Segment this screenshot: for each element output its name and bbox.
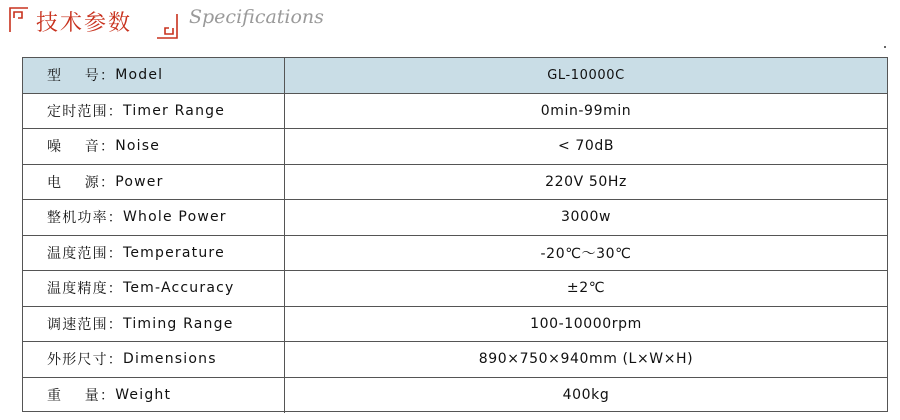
spec-row-tem-accuracy [23,271,887,307]
corner-ornament-icon [8,4,32,34]
section-header [8,2,428,40]
section-subtitle: Specifications [189,6,324,28]
spec-label: 定时范围： Timer Range [23,94,285,129]
spec-label: 型 号： Model [23,58,285,93]
spec-value: GL-10000C [285,58,887,93]
spec-label: 重 量： Weight [23,378,285,414]
spec-label: 整机功率： Whole Power [23,200,285,235]
spec-row-dimensions [23,342,887,378]
spec-row-weight [23,378,887,414]
spec-value: 0min-99min [540,102,632,119]
spec-label: 噪 音： Noise [23,129,285,164]
spec-value: 220V 50Hz [545,173,627,190]
spec-row-noise [23,129,887,165]
spec-label: 温度精度： Tem-Accuracy [23,271,285,306]
specifications-table [22,57,888,412]
spec-label: 温度范围： Temperature [23,236,285,271]
spec-value: 100-10000rpm [530,315,642,332]
spec-label: 调速范围： Timing Range [23,307,285,342]
spec-value: < 70dB [557,138,615,155]
spec-row-whole-power [23,200,887,236]
spec-row-timing-range [23,307,887,343]
spec-value: ±2℃ [566,280,606,297]
corner-ornament-icon [155,12,181,42]
spec-value: 400kg [562,387,610,404]
spec-value: 890×750×940mm (L×W×H) [478,351,694,368]
spec-label: 电 源： Power [23,165,285,200]
spec-row-model [23,58,887,94]
stray-dot [884,46,886,48]
spec-row-power [23,165,887,201]
spec-row-timer-range [23,94,887,130]
section-title: 技术参数 [36,11,133,36]
spec-row-temperature [23,236,887,272]
spec-value: 3000w [560,209,612,226]
spec-value: -20℃～30℃ [540,245,632,262]
spec-label: 外形尺寸： Dimensions [23,342,285,377]
